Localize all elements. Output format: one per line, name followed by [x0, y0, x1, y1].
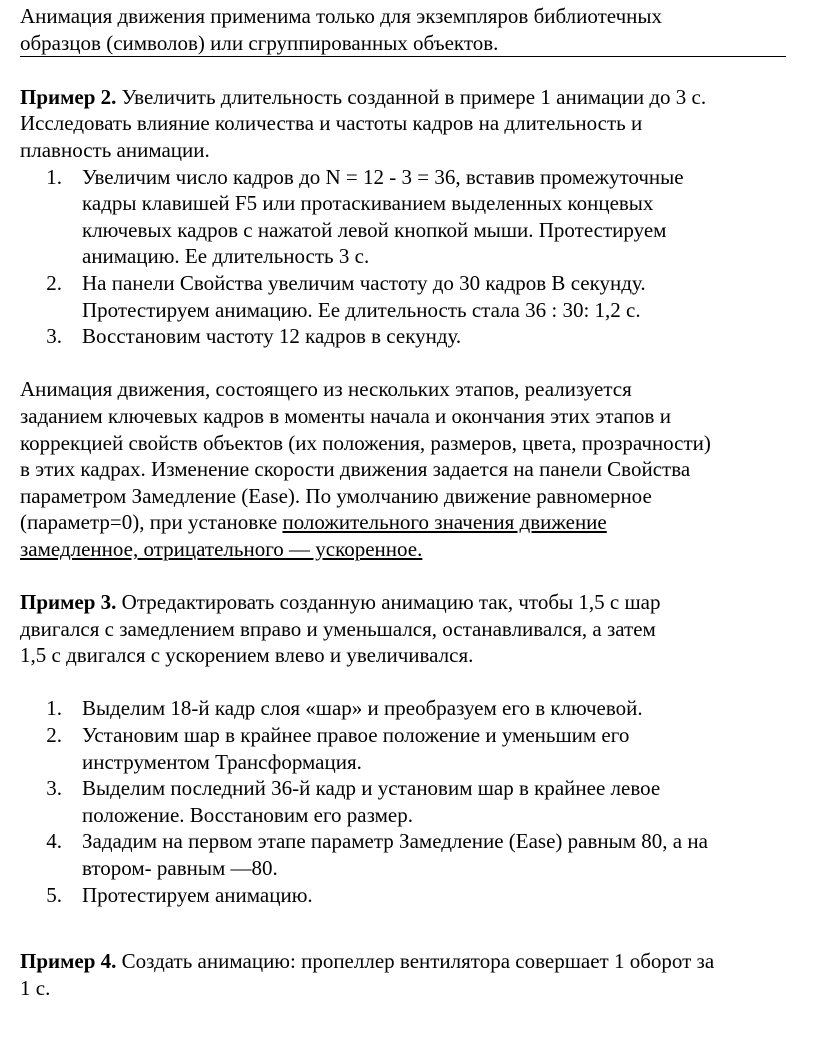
list-text: Зададим на первом этапе параметр Замедление (Ease) равным 80, а на [82, 829, 708, 854]
list-item [20, 164, 816, 191]
spacer [20, 562, 816, 589]
list-number: 2. [46, 723, 62, 748]
document-page [20, 0, 816, 1001]
list-item [20, 323, 816, 350]
list-text: Выделим последний 36-й кадр и установим шар в крайнее левое [82, 776, 661, 801]
spacer [20, 908, 816, 948]
list-text: Увеличим число кадров до N = 12 - 3 = 36, вставив промежуточные [82, 164, 684, 189]
example3-line-3: 1,5 с двигался с ускорением влево и увеличивался. [20, 643, 474, 668]
example4-line-2: 1 с. [20, 975, 51, 1000]
list-number: 5. [46, 882, 62, 907]
example4-text: Создать анимацию: пропеллер вентилятора совершает 1 оборот за [116, 949, 715, 974]
list-text: Восстановим частоту 12 кадров в секунду. [82, 324, 462, 349]
paragraph-text: (параметр=0), при установке [20, 510, 283, 535]
list-number: 1. [46, 696, 62, 721]
list-number: 3. [46, 776, 62, 801]
example3-list [20, 695, 816, 908]
paragraph-line: коррекцией свойств объектов (их положения, размеров, цвета, прозрачности) [20, 430, 711, 455]
example2-list [20, 164, 816, 350]
spacer [20, 669, 816, 696]
example3-heading [20, 589, 816, 616]
example2-text: Увеличить длительность созданной в примере 1 анимации до 3 с. [116, 84, 707, 109]
list-text: Протестируем анимацию. [82, 882, 313, 907]
example4-label: Пример 4. [20, 949, 117, 974]
example3-label: Пример 3. [20, 590, 117, 615]
list-text-continued: положение. Восстановим его размер. [82, 802, 413, 827]
intro-line-2: образцов (символов) или сгруппированных объектов. [20, 30, 786, 58]
paragraph-line: параметром Замедление (Ease). По умолчанию движение равномерное [20, 483, 652, 508]
example2-label: Пример 2. [20, 84, 117, 109]
list-item [20, 722, 816, 749]
list-text-continued: ключевых кадров с нажатой левой кнопкой мыши. Протестируем [82, 217, 667, 242]
list-text: Установим шар в крайнее правое положение и уменьшим его [82, 723, 630, 748]
list-item [20, 270, 816, 297]
list-text-continued: втором- равным —80. [82, 856, 278, 880]
example3-text: Отредактировать созданную анимацию так, чтобы 1,5 с шар [116, 590, 661, 615]
paragraph-line [20, 509, 816, 536]
example2-line-2: Исследовать влияние количества и частоты кадров на длительность и [20, 111, 643, 136]
paragraph-line: заданием ключевых кадров в моменты начала и окончания этих этапов и [20, 403, 671, 428]
list-number: 1. [46, 164, 62, 189]
example4-heading [20, 948, 816, 975]
example2-heading [20, 84, 816, 111]
list-item [20, 882, 816, 909]
intro-line-1: Анимация движения применима только для экземпляров библиотечных [20, 4, 662, 28]
list-text: Выделим 18-й кадр слоя «шар» и преобразуем его в ключевой. [82, 696, 643, 721]
list-text: На панели Свойства увеличим частоту до 30 кадров В секунду. [82, 270, 646, 295]
paragraph-line: Анимация движения, состоящего из нескольких этапов, реализуется [20, 377, 632, 402]
list-text-continued: кадры клавишей F5 или протаскиванием выделенных концевых [82, 191, 654, 216]
spacer [20, 57, 816, 84]
list-item [20, 695, 816, 722]
spacer [20, 350, 816, 377]
list-item [20, 828, 816, 855]
paragraph-line: в этих кадрах. Изменение скорости движения задается на панели Свойства [20, 457, 691, 482]
example2-line-3: плавность анимации. [20, 137, 210, 162]
paragraph-line [20, 536, 816, 563]
list-text-continued: инструментом Трансформация. [82, 749, 362, 774]
list-text-continued: Протестируем анимацию. Ее длительность стала 36 : 30: 1,2 с. [82, 297, 641, 322]
underlined-text: положительного значения движение [282, 510, 607, 535]
list-text-continued: анимацию. Ее длительность 3 с. [82, 244, 370, 269]
ease-paragraph [20, 376, 816, 562]
list-number: 2. [46, 270, 62, 295]
list-number: 3. [46, 324, 62, 349]
list-item [20, 775, 816, 802]
list-number: 4. [46, 829, 62, 854]
example3-line-2: двигался с замедлением вправо и уменьшался, останавливался, а затем [20, 616, 656, 641]
underlined-text: замедленное, отрицательного — ускоренное. [20, 536, 423, 561]
